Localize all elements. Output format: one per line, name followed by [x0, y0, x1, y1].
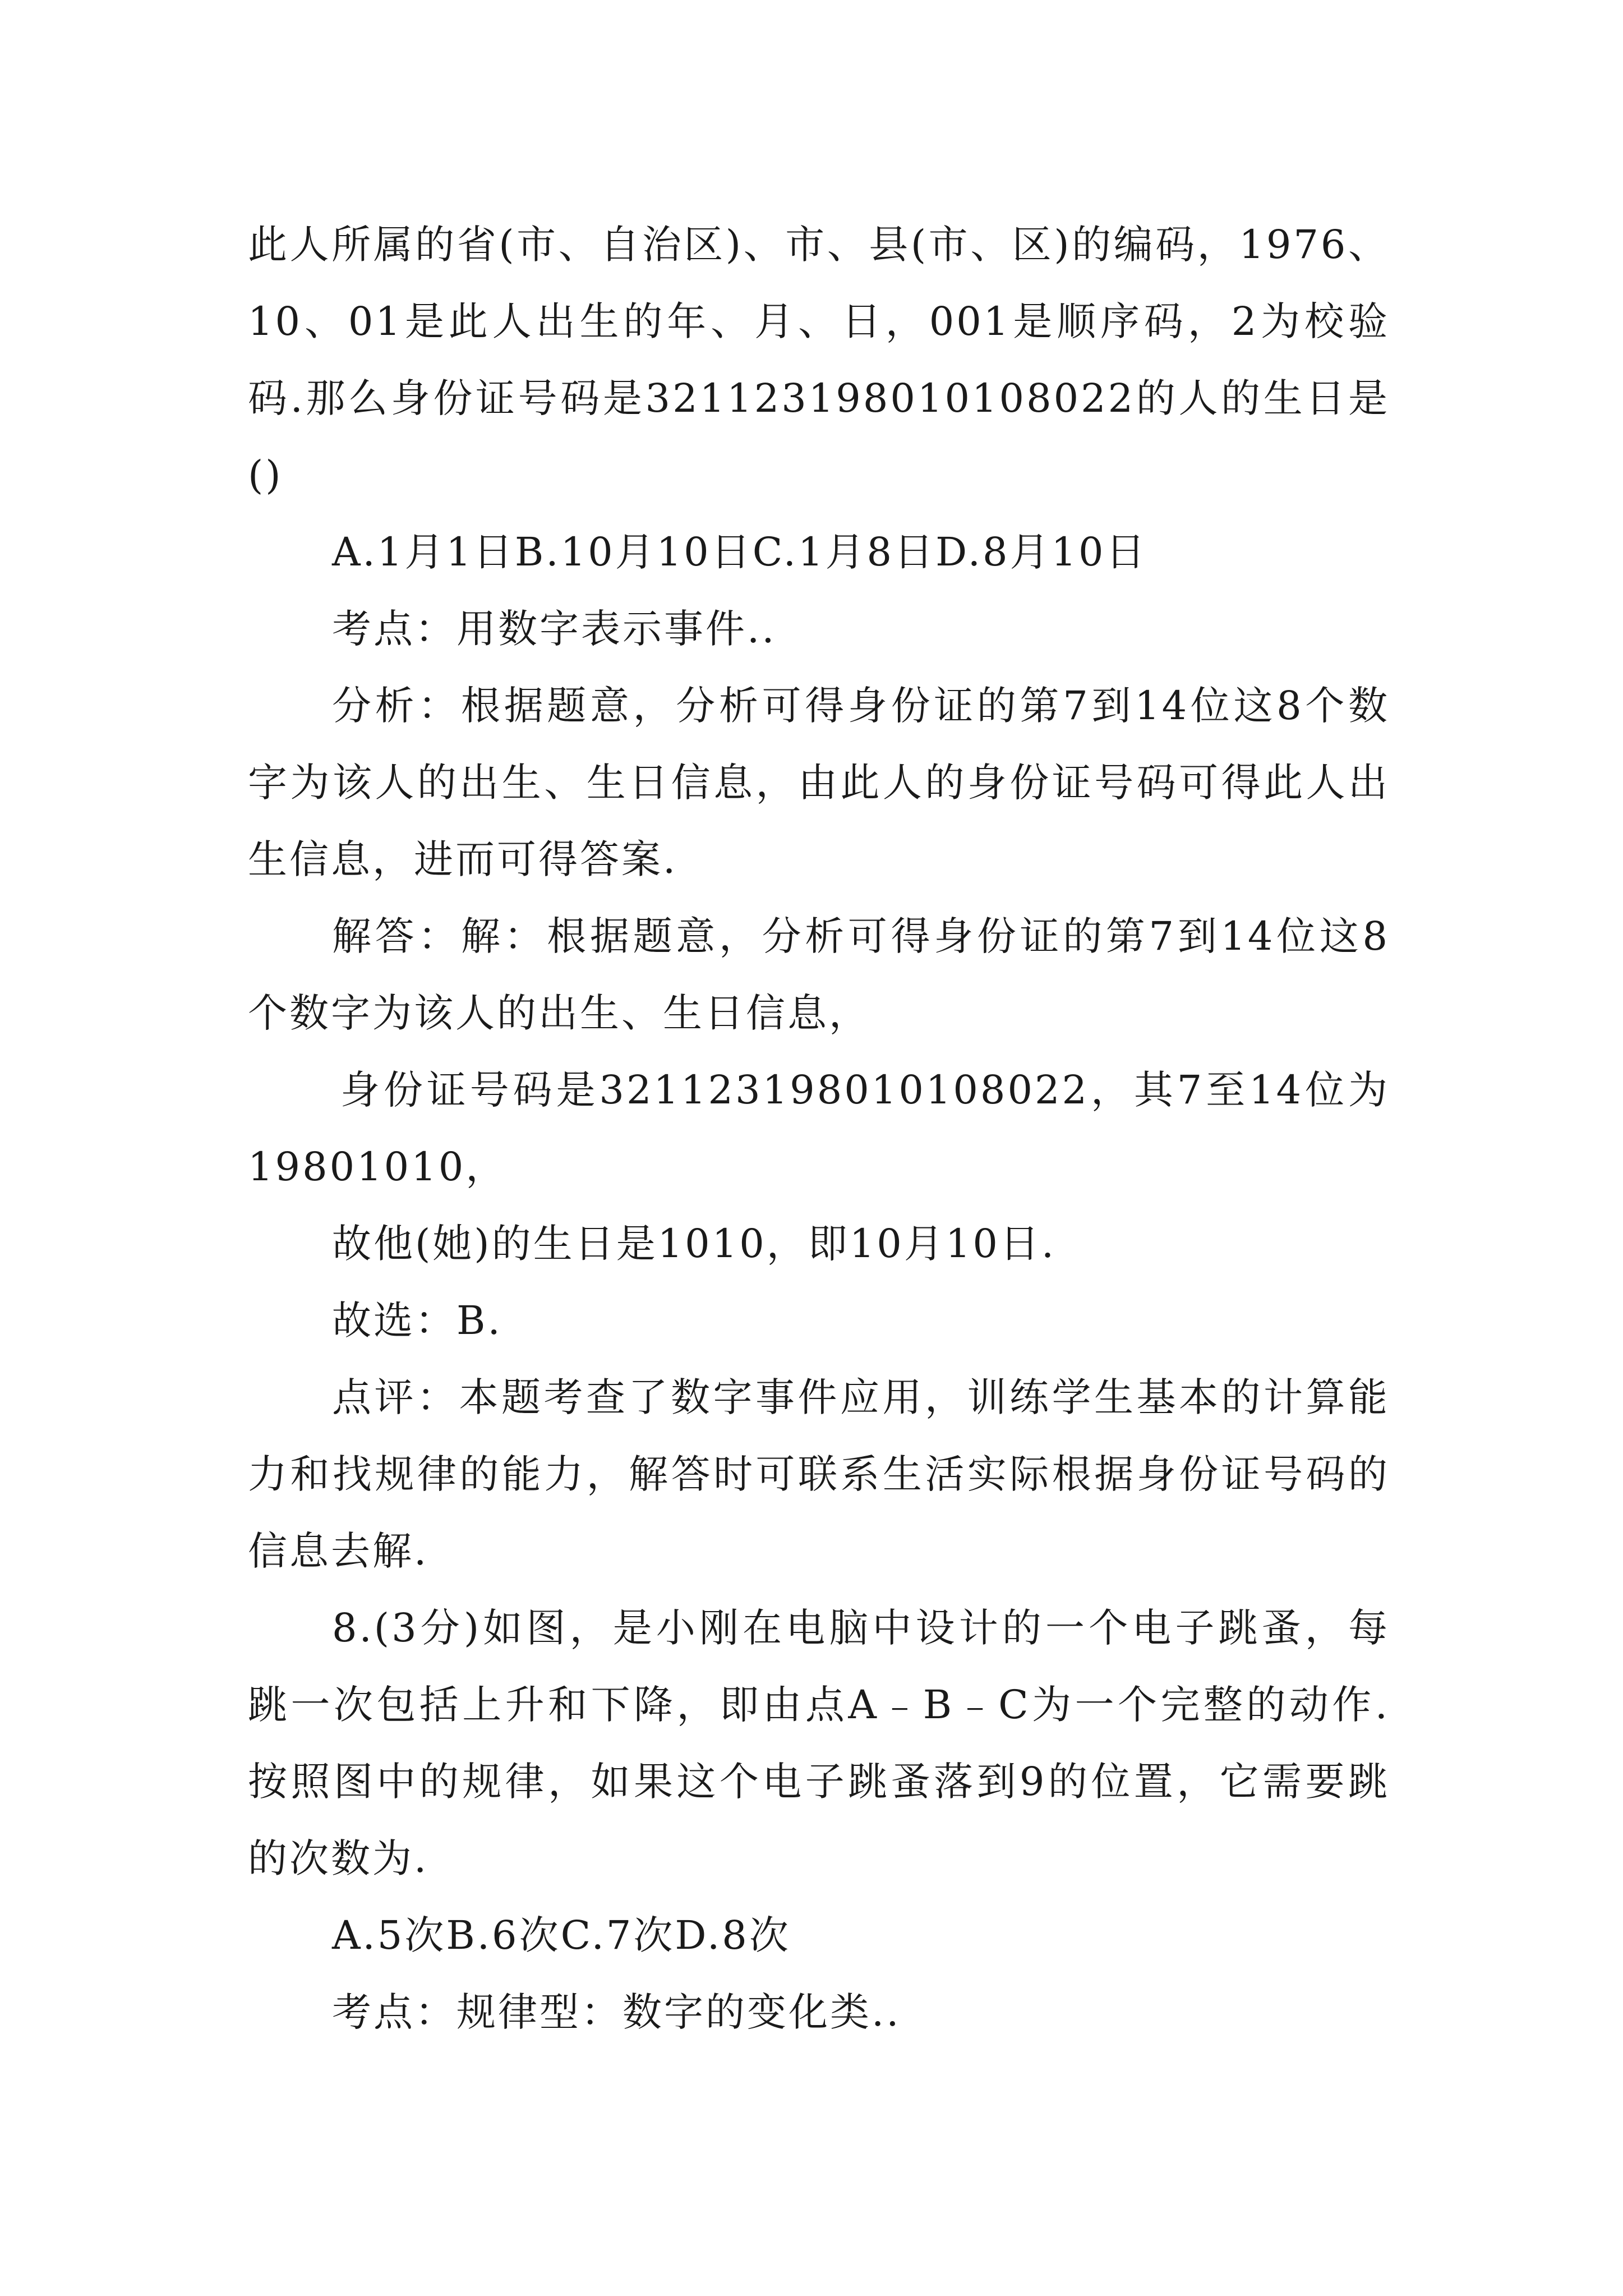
- paragraph-key-point: 考点：用数字表示事件..: [332, 606, 777, 652]
- document-body: [248, 206, 1390, 2051]
- paragraph-question-8: 8.(3分)如图，是小刚在电脑中设计的一个电子跳蚤，每跳一次包括上升和下降，即由点A﹣B﹣C为一个完整的动作.按照图中的规律，如果这个电子跳蚤落到9的位置，它需要跳的次数为.: [248, 1605, 1390, 1881]
- paragraph-problem-statement: 此人所属的省(市、自治区)、市、县(市、区)的编码，1976、10、01是此人出生的年、月、日，001是顺序码，2为校验码.那么身份证号码是321123198010108022的人的生日是(): [248, 222, 1390, 498]
- paragraph-analysis: 分析：根据题意，分析可得身份证的第7到14位这8个数字为该人的出生、生日信息，由此人的身份证号码可得此人出生信息，进而可得答案.: [248, 683, 1390, 882]
- paragraph-choice: 故选：B.: [332, 1297, 502, 1343]
- paragraph-answer-options: A.1月1日B.10月10日C.1月8日D.8月10日: [332, 529, 1147, 575]
- paragraph-question-8-options: A.5次B.6次C.7次D.8次: [332, 1912, 791, 1958]
- paragraph-birthday: 故他(她)的生日是1010，即10月10日.: [332, 1221, 1057, 1267]
- paragraph-id-digits: 身份证号码是321123198010108022，其7至14位为19801010，: [248, 1067, 1390, 1190]
- paragraph-question-8-key-point: 考点：规律型：数字的变化类..: [332, 1989, 901, 2035]
- paragraph-comment: 点评：本题考查了数字事件应用，训练学生基本的计算能力和找规律的能力，解答时可联系生活实际根据身份证号码的信息去解.: [248, 1374, 1390, 1574]
- paragraph-solution: 解答：解：根据题意，分析可得身份证的第7到14位这8个数字为该人的出生、生日信息，: [248, 913, 1390, 1036]
